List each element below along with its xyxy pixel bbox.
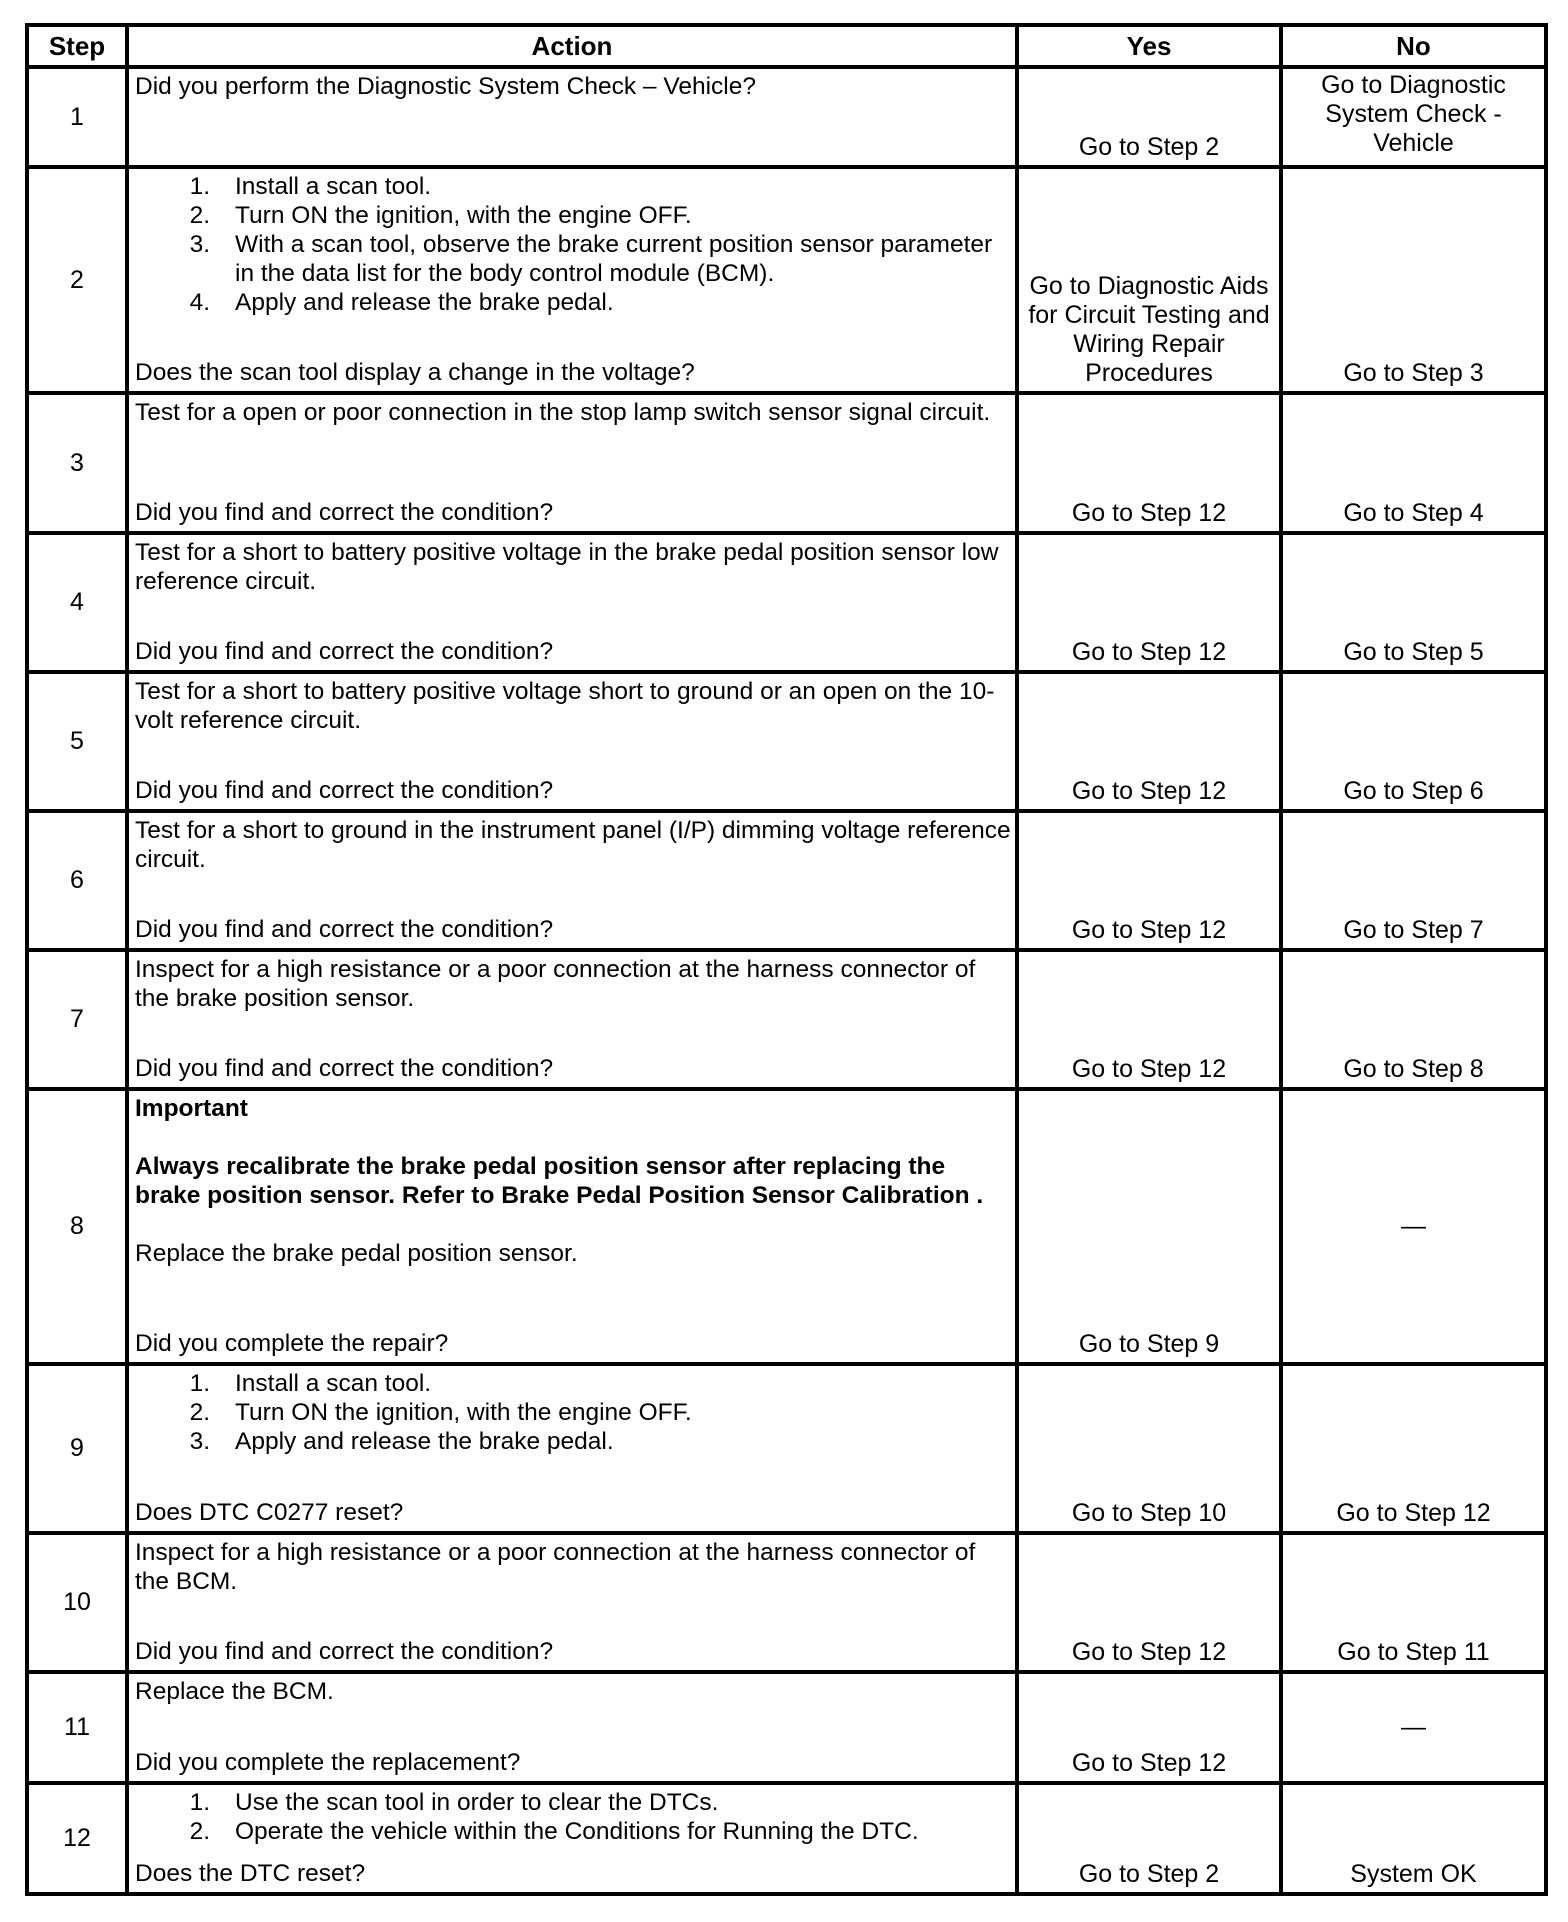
step-number: 3 xyxy=(27,393,127,533)
action-cell xyxy=(127,67,1017,167)
header-row xyxy=(27,25,1546,67)
action-cell xyxy=(127,672,1017,811)
action-question: Does DTC C0277 reset? xyxy=(135,1499,404,1526)
table-row xyxy=(27,1364,1546,1533)
yes-cell: Go to Step 2 xyxy=(1017,1783,1281,1894)
action-text: Test for a short to ground in the instrument panel (I/P) dimming voltage reference circuit. xyxy=(135,817,1011,873)
action-cell xyxy=(127,167,1017,393)
action-question: Did you complete the repair? xyxy=(135,1330,449,1357)
list-item: 2. Turn ON the ignition, with the engine OFF. xyxy=(189,1399,692,1426)
header-step: Step xyxy=(27,25,127,67)
step-number: 6 xyxy=(27,811,127,950)
action-cell xyxy=(127,393,1017,533)
no-cell: Go to Step 11 xyxy=(1281,1533,1546,1672)
step-number: 7 xyxy=(27,950,127,1089)
action-question: Did you find and correct the condition? xyxy=(135,638,554,665)
table-row xyxy=(27,1533,1546,1672)
table-row xyxy=(27,672,1546,811)
action-steps xyxy=(135,172,1011,317)
step-number: 10 xyxy=(27,1533,127,1672)
step-number: 9 xyxy=(27,1364,127,1533)
no-cell: System OK xyxy=(1281,1783,1546,1894)
action-text: Test for a short to battery positive voltage short to ground or an open on the 10-volt reference circuit. xyxy=(135,678,995,734)
list-item: 3. With a scan tool, observe the brake current position sensor parameter in the data list for the body control module (BCM). xyxy=(189,231,993,287)
header-action: Action xyxy=(127,25,1017,67)
action-steps xyxy=(135,1788,1011,1846)
yes-cell: Go to Step 12 xyxy=(1017,1672,1281,1783)
action-text: Inspect for a high resistance or a poor connection at the harness connector of the brake position sensor. xyxy=(135,956,976,1012)
no-cell: Go to Diagnostic System Check - Vehicle xyxy=(1281,67,1546,167)
table-row xyxy=(27,1783,1546,1894)
no-cell: Go to Step 4 xyxy=(1281,393,1546,533)
action-cell xyxy=(127,1364,1017,1533)
yes-cell: Go to Step 12 xyxy=(1017,393,1281,533)
list-item: 1. Install a scan tool. xyxy=(189,1370,432,1397)
list-item: 2. Operate the vehicle within the Conditions for Running the DTC. xyxy=(189,1818,919,1845)
no-cell: Go to Step 8 xyxy=(1281,950,1546,1089)
yes-cell: Go to Diagnostic Aids for Circuit Testing and Wiring Repair Procedures xyxy=(1017,167,1281,393)
step-number: 2 xyxy=(27,167,127,393)
yes-cell: Go to Step 12 xyxy=(1017,811,1281,950)
table-row xyxy=(27,1089,1546,1364)
action-cell xyxy=(127,1533,1017,1672)
no-cell: — xyxy=(1281,1089,1546,1364)
step-number: 8 xyxy=(27,1089,127,1364)
step-number: 11 xyxy=(27,1672,127,1783)
action-cell xyxy=(127,1089,1017,1364)
action-cell xyxy=(127,1783,1017,1894)
yes-cell: Go to Step 2 xyxy=(1017,67,1281,167)
yes-cell: Go to Step 12 xyxy=(1017,950,1281,1089)
no-cell: Go to Step 6 xyxy=(1281,672,1546,811)
list-item: 1. Use the scan tool in order to clear the DTCs. xyxy=(189,1789,719,1816)
no-cell: Go to Step 5 xyxy=(1281,533,1546,672)
list-item: 1. Install a scan tool. xyxy=(189,173,432,200)
action-question: Did you find and correct the condition? xyxy=(135,916,554,943)
action-text: Test for a short to battery positive voltage in the brake pedal position sensor low reference circuit. xyxy=(135,539,999,595)
action-text: Replace the BCM. xyxy=(135,1678,334,1705)
diagnostic-table xyxy=(25,23,1548,1896)
no-cell: Go to Step 3 xyxy=(1281,167,1546,393)
step-number: 12 xyxy=(27,1783,127,1894)
yes-cell: Go to Step 12 xyxy=(1017,1533,1281,1672)
header-yes: Yes xyxy=(1017,25,1281,67)
yes-cell: Go to Step 12 xyxy=(1017,672,1281,811)
header-no: No xyxy=(1281,25,1546,67)
table-row xyxy=(27,533,1546,672)
table-row xyxy=(27,811,1546,950)
action-steps xyxy=(135,1369,1011,1456)
action-text: Inspect for a high resistance or a poor connection at the harness connector of the BCM. xyxy=(135,1539,976,1595)
action-cell xyxy=(127,950,1017,1089)
action-question: Did you find and correct the condition? xyxy=(135,1638,554,1665)
action-question: Did you find and correct the condition? xyxy=(135,499,554,526)
no-cell: Go to Step 7 xyxy=(1281,811,1546,950)
table-row xyxy=(27,950,1546,1089)
action-question: Does the scan tool display a change in the voltage? xyxy=(135,359,695,386)
action-cell xyxy=(127,1672,1017,1783)
table-row xyxy=(27,1672,1546,1783)
action-question: Did you find and correct the condition? xyxy=(135,1055,554,1082)
table-row xyxy=(27,167,1546,393)
yes-cell: Go to Step 9 xyxy=(1017,1089,1281,1364)
action-question: Did you perform the Diagnostic System Check – Vehicle? xyxy=(135,73,756,100)
action-cell xyxy=(127,811,1017,950)
yes-cell: Go to Step 10 xyxy=(1017,1364,1281,1533)
yes-cell: Go to Step 12 xyxy=(1017,533,1281,672)
action-question: Did you find and correct the condition? xyxy=(135,777,554,804)
list-item: 3. Apply and release the brake pedal. xyxy=(189,1428,614,1455)
step-number: 4 xyxy=(27,533,127,672)
important-label: Important xyxy=(135,1095,248,1122)
important-note: Always recalibrate the brake pedal position sensor after replacing the brake position sensor. Refer to Brake Pedal Position Sensor Calibration . xyxy=(135,1153,984,1209)
action-question: Does the DTC reset? xyxy=(135,1860,366,1887)
no-cell: — xyxy=(1281,1672,1546,1783)
list-item: 4. Apply and release the brake pedal. xyxy=(189,289,614,316)
action-text: Test for a open or poor connection in the stop lamp switch sensor signal circuit. xyxy=(135,399,991,426)
no-cell: Go to Step 12 xyxy=(1281,1364,1546,1533)
table-row xyxy=(27,67,1546,167)
action-question: Did you complete the replacement? xyxy=(135,1749,521,1776)
table-row xyxy=(27,393,1546,533)
step-number: 5 xyxy=(27,672,127,811)
action-text: Replace the brake pedal position sensor. xyxy=(135,1240,578,1267)
step-number: 1 xyxy=(27,67,127,167)
list-item: 2. Turn ON the ignition, with the engine OFF. xyxy=(189,202,692,229)
action-cell xyxy=(127,533,1017,672)
